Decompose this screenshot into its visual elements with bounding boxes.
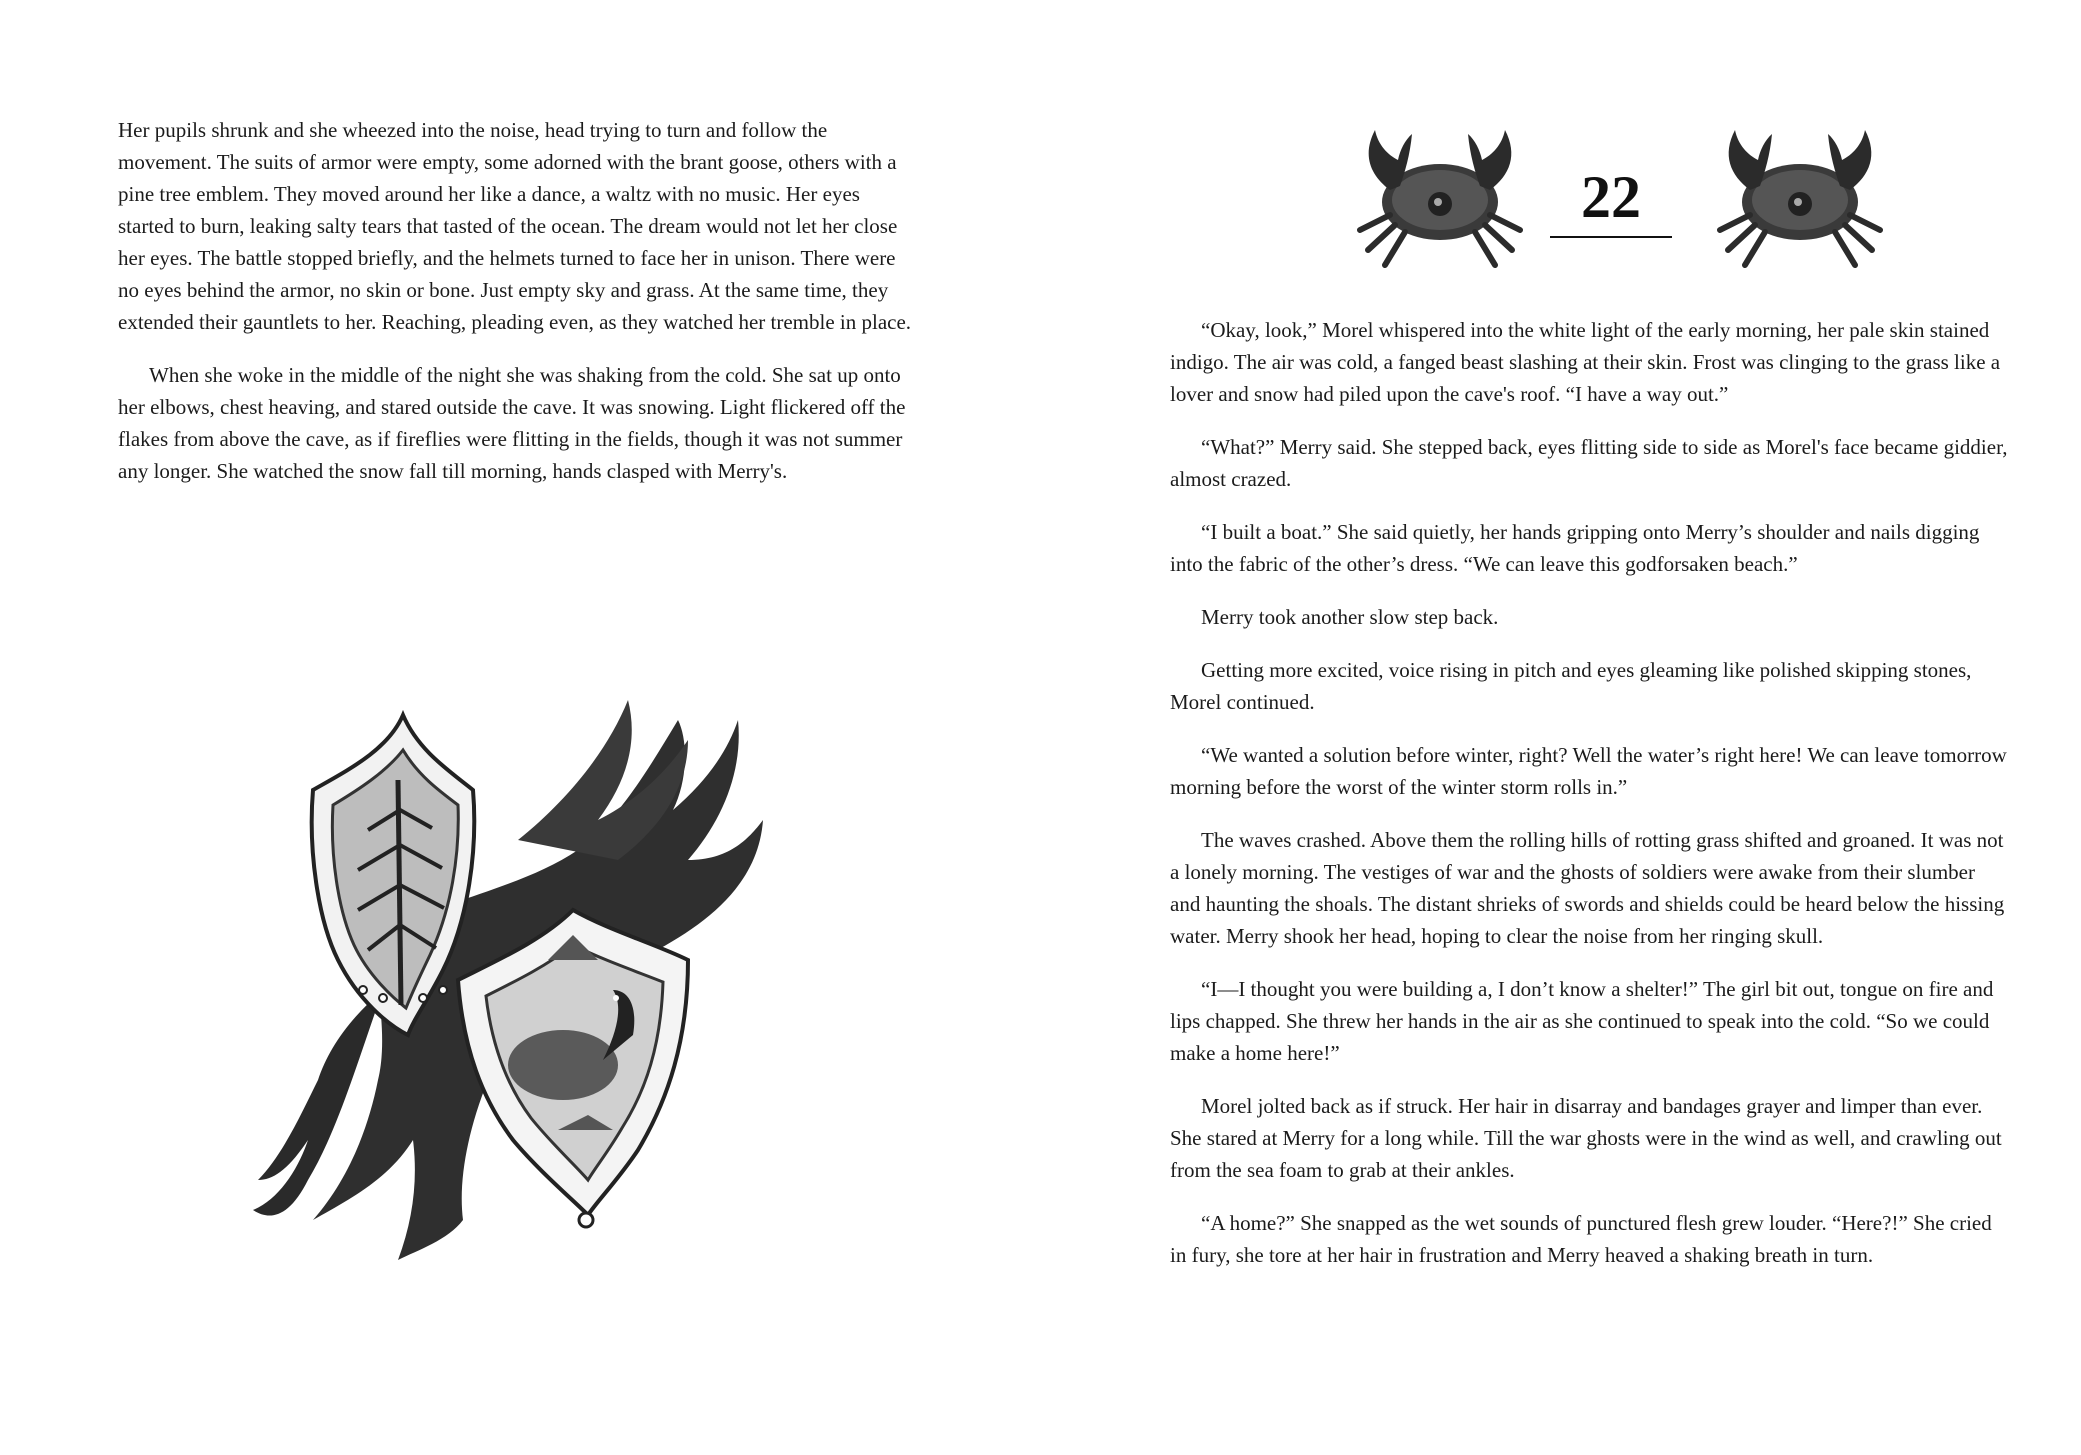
chapter-number: 22 xyxy=(1581,164,1641,230)
paragraph: “I—I thought you were building a, I don’t know a shelter!” The girl bit out, tongue on fire and lips chapped. She threw her hands in the air as she continued to speak into the cold. “So we could make a home here!” xyxy=(1170,977,1994,1065)
paragraph: “A home?” She snapped as the wet sounds of punctured flesh grew louder. “Here?!” She cried in fury, she tore at her hair in frustration and Merry heaved a shaking breath in turn. xyxy=(1170,1211,1992,1267)
right-page-text xyxy=(1170,314,2010,1271)
chapter-rule xyxy=(1550,236,1672,238)
left-page-text xyxy=(118,114,918,487)
paragraph: The waves crashed. Above them the rolling hills of rotting grass shifted and groaned. It was not a lonely morning. The vestiges of war and the ghosts of soldiers were awake from their slumber and haunting the shoals. The distant shrieks of swords and shields could be heard below the hissing water. Merry shook her head, hoping to clear the noise from her ringing skull. xyxy=(1170,828,2005,948)
paragraph: “We wanted a solution before winter, right? Well the water’s right here! We can leave tomorrow morning before the worst of the winter storm rolls in.” xyxy=(1170,743,2007,799)
paragraph: “What?” Merry said. She stepped back, eyes flitting side to side as Morel's face became giddier, almost crazed. xyxy=(1170,435,2008,491)
paragraph: Her pupils shrunk and she wheezed into the noise, head trying to turn and follow the movement. The suits of armor were empty, some adorned with the brant goose, others with a pine tree emblem. They moved around her like a dance, a waltz with no music. Her eyes started to burn, leaking salty tears that tasted of the ocean. The dream would not let her close her eyes. The battle stopped briefly, and the helmets turned to face her in unison. There were no eyes behind the armor, no skin or bone. Just empty sky and grass. At the same time, they extended their gauntlets to her. Reaching, pleading even, as they watched her tremble in place. xyxy=(118,118,912,334)
left-page xyxy=(0,0,1040,1455)
paragraph: Merry took another slow step back. xyxy=(1201,605,1499,629)
paragraph: “I built a boat.” She said quietly, her hands gripping onto Merry’s shoulder and nails digging into the fabric of the other’s dress. “We can leave this godforsaken beach.” xyxy=(1170,520,1980,576)
paragraph: Morel jolted back as if struck. Her hair in disarray and bandages grayer and limper than ever. She stared at Merry for a long while. Till the war ghosts were in the wind as well, and crawling out from the sea foam to grab at their ankles. xyxy=(1170,1094,2002,1182)
paragraph: Getting more excited, voice rising in pitch and eyes gleaming like polished skipping stones, Morel continued. xyxy=(1170,658,1972,714)
paragraph: When she woke in the middle of the night she was shaking from the cold. She sat up onto her elbows, chest heaving, and stared outside the cave. It was snowing. Light flickered off the flakes from above the cave, as if fireflies were flitting in the fields, though it was not summer any longer. She watched the snow fall till morning, hands clasped with Merry's. xyxy=(118,363,906,483)
paragraph: “Okay, look,” Morel whispered into the white light of the early morning, her pale skin stained indigo. The air was cold, a fanged beast slashing at their skin. Frost was clinging to the grass like a lover and snow had piled upon the cave's roof. “I have a way out.” xyxy=(1170,318,2001,406)
chapter-heading xyxy=(1310,120,1910,270)
crab-icon xyxy=(1350,120,1530,270)
crab-icon xyxy=(1710,120,1890,270)
shields-with-banner-icon xyxy=(218,660,818,1305)
right-page xyxy=(1040,0,2081,1455)
